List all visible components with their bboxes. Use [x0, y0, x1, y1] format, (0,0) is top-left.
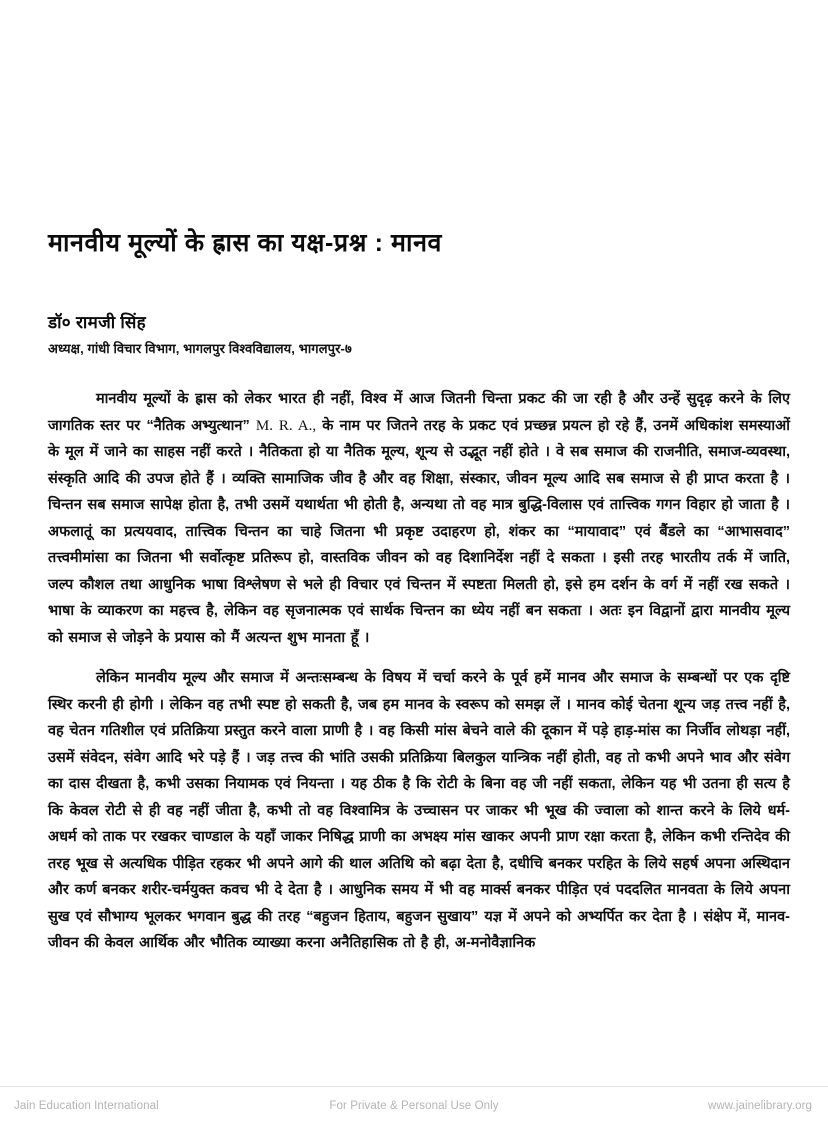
- footer-divider: [0, 1086, 828, 1087]
- page-footer: [0, 1090, 828, 1122]
- paragraph-1: [48, 386, 790, 651]
- title-block: [48, 228, 790, 259]
- paragraph-1-text-b: के नाम पर जितने तरह के प्रकट एवं प्रच्छन्न प्रयत्न हो रहे हैं, उनमें अधिकांश समस्याओं के मूल में जाने का साहस नहीं करते । नैतिकता हो या नैतिक मूल्य, शून्य से उद्भूत नहीं होते । वे सब समाज की राजनीति, समाज-व्यवस्था, संस्कृति आदि की उपज होते हैं । व्यक्ति सामाजिक जीव है और वह शिक्षा, संस्कार, जीवन मूल्य आदि सब समाज से ही प्राप्त करता है । चिन्तन सब समाज सापेक्ष होता है, तभी उसमें यथार्थता भी होती है, अन्यथा तो वह मात्र बुद्धि-विलास एवं तात्त्विक गगन विहार हो जाता है । अफलातूं का प्रत्ययवाद, तात्त्विक चिन्तन का चाहे जितना भी प्रकृष्ट उदाहरण हो, शंकर का “मायावाद” एवं बैंडले का “आभासवाद” तत्त्वमीमांसा का जितना भी सर्वोत्कृष्ट प्रतिरूप हो, वास्तविक जीवन को वह दिशानिर्देश नहीं दे सकता । इसी तरह भारतीय तर्क में जाति, जल्प कौशल तथा आधुनिक भाषा विश्लेषण से भले ही विचार एवं चिन्तन में स्पष्टता मिलती हो, इसे हम दर्शन के वर्ग में नहीं रख सकते । भाषा के व्याकरण का महत्त्व है, लेकिन वह सृजनात्मक एवं सार्थक चिन्तन का ध्येय नहीं बन सकता । अतः इन विद्वानों द्वारा मानवीय मूल्य को समाज से जोड़ने के प्रयास को मैं अत्यन्त शुभ मानता हूँ ।: [48, 417, 790, 646]
- author-affiliation: अध्यक्ष, गांधी विचार विभाग, भागलपुर विश्वविद्यालय, भागलपुर-७: [48, 340, 352, 356]
- footer-organization: Jain Education International: [14, 1100, 159, 1112]
- author-name: डॉ० रामजी सिंह: [48, 313, 146, 332]
- footer-website-link[interactable]: www.jainelibrary.org: [707, 1100, 812, 1112]
- footer-usage-notice: For Private & Personal Use Only: [329, 1100, 499, 1112]
- author-block: [48, 312, 790, 358]
- paragraph-1-latin-abbreviation: M. R. A.,: [255, 417, 317, 434]
- paragraph-1-text-a: मानवीय मूल्यों के ह्रास को लेकर भारत ही नहीं, विश्व में आज जितनी चिन्ता प्रकट की जा रही है और उन्हें सुदृढ़ करने के लिए जागतिक स्तर पर “नैतिक अभ्युत्थान”: [48, 391, 790, 434]
- article-body: [48, 386, 790, 957]
- paragraph-2: लेकिन मानवीय मूल्य और समाज में अन्तःसम्बन्ध के विषय में चर्चा करने के पूर्व हमें मानव और समाज के सम्बन्धों पर एक दृष्टि स्थिर करनी ही होगी । लेकिन वह तभी स्पष्ट हो सकती है, जब हम मानव के स्वरूप को समझ लें । मानव कोई चेतना शून्य जड़ तत्त्व नहीं है, वह चेतन गतिशील एवं प्रतिक्रिया प्रस्तुत करने वाला प्राणी है । वह किसी मांस बेचने वाले की दूकान में पड़े हाड़-मांस का निर्जीव लोथड़ा नहीं, उसमें संवेदन, संवेग आदि भरे पड़े हैं । जड़ तत्त्व की भांति उसकी प्रतिक्रिया बिलकुल यान्त्रिक नहीं होती, वह तो कभी अपने भाव और संवेग का दास दीखता है, कभी उसका नियामक एवं नियन्ता । यह ठीक है कि रोटी के बिना वह जी नहीं सकता, लेकिन यह भी उतना ही सत्य है कि केवल रोटी से ही वह नहीं जीता है, कभी तो वह विश्वामित्र के उच्चासन पर जाकर भी भूख की ज्वाला को शान्त करने के लिये धर्म-अधर्म को ताक पर रखकर चाण्डाल के यहाँ जाकर निषिद्ध प्राणी का अभक्ष्य मांस खाकर अपनी प्राण रक्षा करता है, लेकिन कभी रन्तिदेव की तरह भूख से अत्यधिक पीड़ित रहकर भी अपने आगे की थाल अतिथि को बढ़ा देता है, दधीचि बनकर परहित के लिये सहर्ष अपना अस्थिदान और कर्ण बनकर शरीर-चर्मयुक्त कवच भी दे देता है । आधुनिक समय में भी वह मार्क्स बनकर पीड़ित एवं पददलित मानवता के लिये अपना सुख एवं सौभाग्य भूलकर भगवान बुद्ध की तरह “बहुजन हिताय, बहुजन सुखाय” यज्ञ में अपने को अभ्यर्पित कर देता है । संक्षेप में, मानव-जीवन की केवल आर्थिक और भौतिक व्याख्या करना अनैतिहासिक तो है ही, अ-मनोवैज्ञानिक: [48, 670, 790, 951]
- page-title: मानवीय मूल्यों के ह्रास का यक्ष-प्रश्न : मानव: [48, 229, 443, 257]
